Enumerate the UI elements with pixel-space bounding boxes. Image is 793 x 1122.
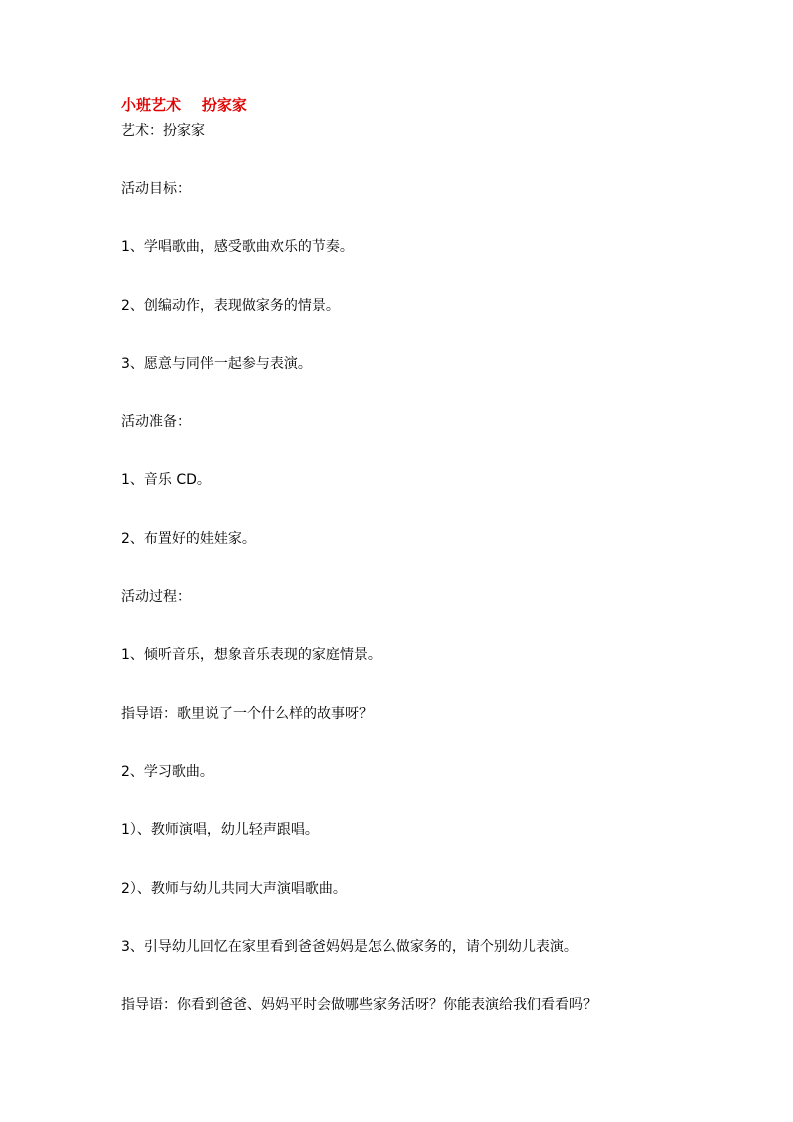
paragraph-prep-1: 1、音乐 CD。 — [121, 472, 211, 488]
heading-preparation: 活动准备： — [121, 414, 191, 430]
paragraph-subject: 艺术：扮家家 — [121, 123, 205, 139]
paragraph-process-1: 1、倾听音乐，想象音乐表现的家庭情景。 — [121, 647, 382, 663]
document-title: 小班艺术 扮家家 — [121, 96, 247, 114]
paragraph-goal-1: 1、学唱歌曲，感受歌曲欢乐的节奏。 — [121, 239, 354, 255]
paragraph-guide-1: 指导语：歌里说了一个什么样的故事呀？ — [121, 706, 373, 722]
paragraph-guide-2: 指导语：你看到爸爸、妈妈平时会做哪些家务活呀？你能表演给我们看看吗？ — [121, 997, 597, 1013]
paragraph-goal-3: 3、愿意与同伴一起参与表演。 — [121, 356, 312, 372]
heading-goals: 活动目标： — [121, 181, 191, 197]
paragraph-process-2: 2、学习歌曲。 — [121, 764, 214, 780]
paragraph-process-2-2: 2）、教师与幼儿共同大声演唱歌曲。 — [121, 881, 347, 897]
paragraph-goal-2: 2、创编动作，表现做家务的情景。 — [121, 298, 340, 314]
paragraph-process-2-1: 1）、教师演唱，幼儿轻声跟唱。 — [121, 822, 319, 838]
paragraph-process-3: 3、引导幼儿回忆在家里看到爸爸妈妈是怎么做家务的，请个别幼儿表演。 — [121, 939, 578, 955]
paragraph-prep-2: 2、布置好的娃娃家。 — [121, 531, 256, 547]
heading-process: 活动过程： — [121, 589, 191, 605]
